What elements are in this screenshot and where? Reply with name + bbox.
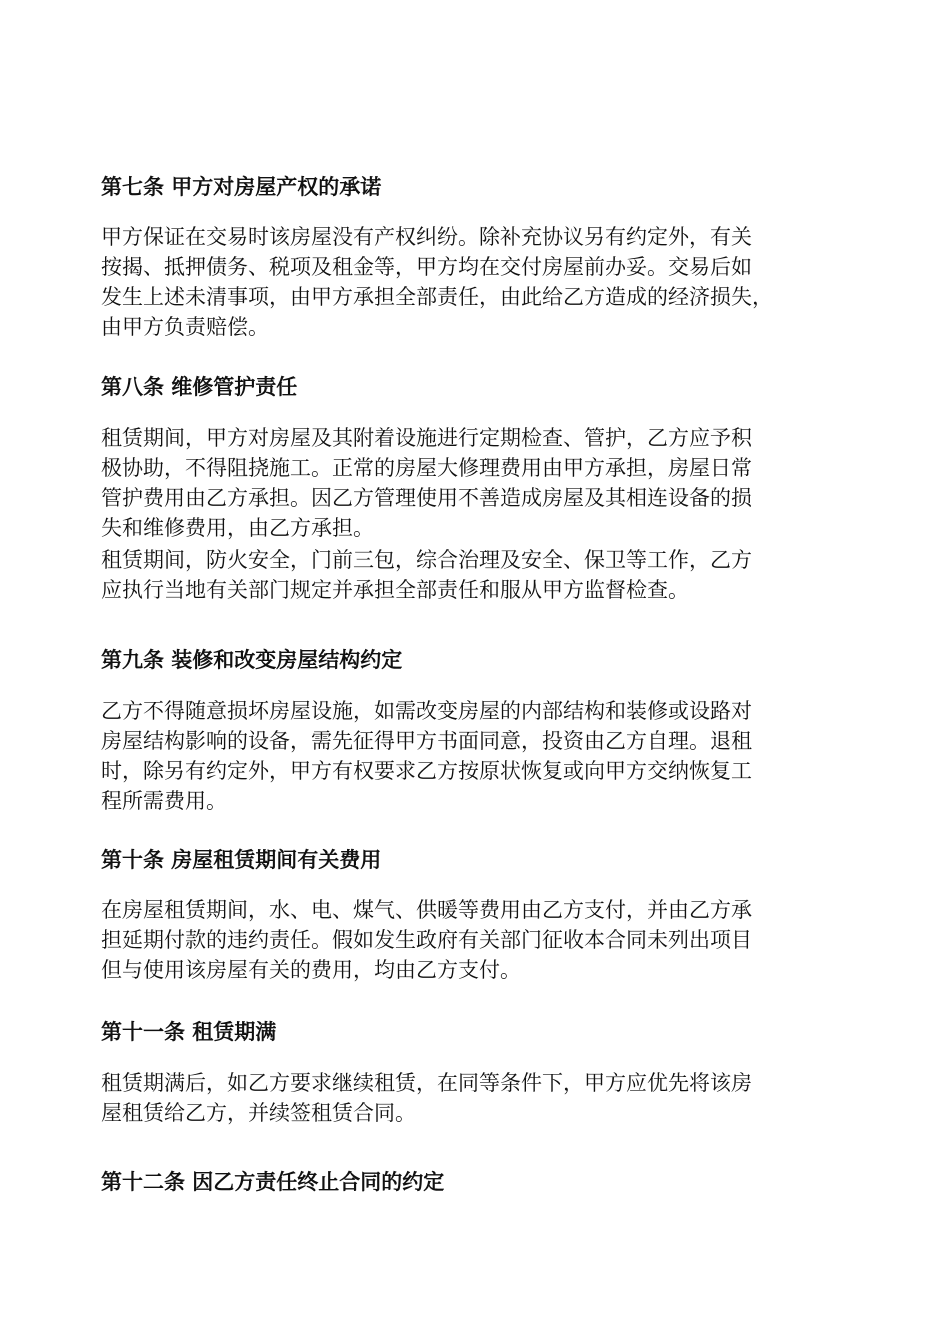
section-10-paragraph-1 [101,895,861,985]
text-line: 发生上述未清事项，由甲方承担全部责任，由此给乙方造成的经济损失， [101,285,773,309]
text-line: 房屋结构影响的设备，需先征得甲方书面同意，投资由乙方自理。退租 [101,729,752,753]
section-7-paragraph-1 [101,222,861,342]
text-line: 时，除另有约定外，甲方有权要求乙方按原状恢复或向甲方交纳恢复工 [101,759,752,783]
section-heading-9: 第九条 装修和改变房屋结构约定 [101,647,403,672]
section-8-paragraph-1 [101,423,861,543]
text-line: 租赁期间，甲方对房屋及其附着设施进行定期检查、管护，乙方应予积 [101,426,752,450]
text-line: 在房屋租赁期间，水、电、煤气、供暖等费用由乙方支付，并由乙方承 [101,898,752,922]
text-line: 管护费用由乙方承担。因乙方管理使用不善造成房屋及其相连设备的损 [101,486,752,510]
section-heading-8: 第八条 维修管护责任 [101,374,298,399]
text-line: 应执行当地有关部门规定并承担全部责任和服从甲方监督检查。 [101,578,689,602]
section-11-paragraph-1 [101,1068,861,1128]
text-line: 租赁期间，防火安全，门前三包，综合治理及安全、保卫等工作，乙方 [101,548,752,572]
text-line: 租赁期满后，如乙方要求继续租赁，在同等条件下，甲方应优先将该房 [101,1071,752,1095]
section-9-paragraph-1 [101,696,861,816]
text-line: 由甲方负责赔偿。 [101,315,269,339]
section-heading-10: 第十条 房屋租赁期间有关费用 [101,847,382,872]
section-heading-11: 第十一条 租赁期满 [101,1019,277,1044]
text-line: 屋租赁给乙方，并续签租赁合同。 [101,1101,416,1125]
text-line: 乙方不得随意损坏房屋设施，如需改变房屋的内部结构和装修或设路对 [101,699,752,723]
text-line: 担延期付款的违约责任。假如发生政府有关部门征收本合同未列出项目 [101,928,752,952]
section-8-paragraph-2 [101,545,861,605]
text-line: 程所需费用。 [101,789,227,813]
text-line: 但与使用该房屋有关的费用，均由乙方支付。 [101,958,521,982]
section-heading-12: 第十二条 因乙方责任终止合同的约定 [101,1169,445,1194]
text-line: 按揭、抵押债务、税项及租金等，甲方均在交付房屋前办妥。交易后如 [101,255,752,279]
text-line: 甲方保证在交易时该房屋没有产权纠纷。除补充协议另有约定外，有关 [101,225,752,249]
text-line: 极协助，不得阻挠施工。正常的房屋大修理费用由甲方承担，房屋日常 [101,456,752,480]
section-heading-7: 第七条 甲方对房屋产权的承诺 [101,174,382,199]
text-line: 失和维修费用，由乙方承担。 [101,516,374,540]
